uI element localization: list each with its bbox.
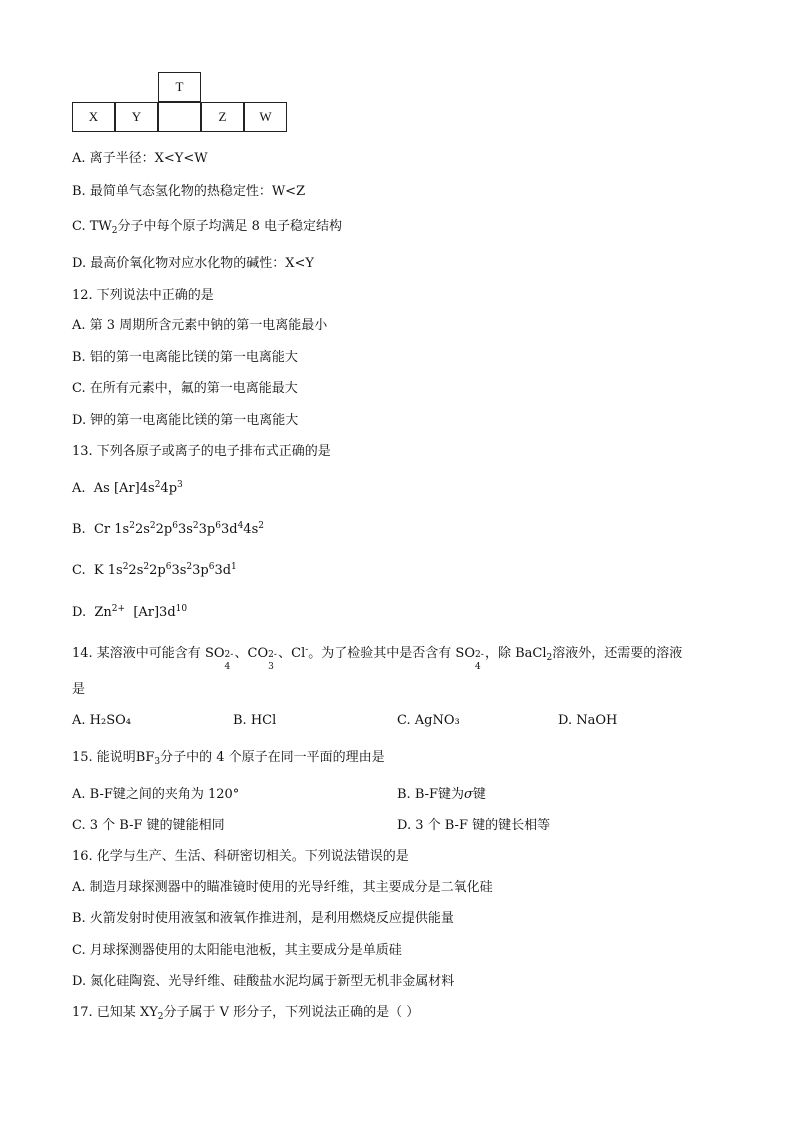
q12-stem: 12. 下列说法中正确的是 — [72, 288, 214, 303]
q13-option-d: D. $Zn^{2+}$ $[Ar]3d^{10}$ — [72, 604, 188, 620]
q14-option-d: D. NaOH — [558, 713, 618, 728]
q14-option-b: B. HCl — [233, 713, 277, 728]
q11-option-d: D. 最高价氧化物对应水化物的碱性：X<Y — [72, 256, 314, 271]
q12-option-a: A. 第 3 周期所含元素中钠的第一电离能最小 — [72, 318, 328, 333]
cell-x: X — [72, 102, 115, 132]
q14-stem-line2: 是 — [72, 682, 86, 697]
q15-option-a: A. B-F键之间的夹角为 120° — [72, 787, 240, 802]
q11-option-a: A. 离子半径：X<Y<W — [72, 151, 208, 166]
q15-option-d: D. 3 个 B-F 键的键长相等 — [397, 818, 551, 833]
cell-y: Y — [115, 102, 158, 132]
q15-option-b: B. B-F键为σ键 — [397, 787, 486, 802]
q16-option-a: A. 制造月球探测器中的瞄准镜时使用的光导纤维，其主要成分是二氧化硅 — [72, 880, 493, 895]
q16-option-c: C. 月球探测器使用的太阳能电池板，其主要成分是单质硅 — [72, 943, 402, 958]
q12-option-b: B. 铝的第一电离能比镁的第一电离能大 — [72, 350, 298, 365]
q17-stem: 17. 已知某 $XY_2$分子属于 V 形分子，下列说法正确的是（ ） — [72, 1005, 420, 1022]
cell-empty — [158, 102, 201, 132]
q11-option-c: C. $TW_2$分子中每个原子均满足 8 电子稳定结构 — [72, 219, 343, 236]
q13-option-b: B. Cr $1s^22s^22p^63s^23p^63d^44s^2$ — [72, 521, 264, 537]
q16-option-d: D. 氮化硅陶瓷、光导纤维、硅酸盐水泥均属于新型无机非金属材料 — [72, 974, 455, 989]
q13-option-a: A. As $[Ar]4s^24p^3$ — [72, 480, 183, 496]
q16-option-b: B. 火箭发射时使用液氢和液氧作推进剂，是利用燃烧反应提供能量 — [72, 911, 454, 926]
q14-stem: 14. 某溶液中可能含有 SO 2- 4 、CO 2- 3 、Cl-。为了检验其中是否含有 SO 2- 4 ，除 BaCl$_2$溶液外，还需要的溶液 — [72, 645, 683, 672]
q14-option-a: A. H₂SO₄ — [72, 713, 131, 728]
q15-option-c: C. 3 个 B-F 键的键能相同 — [72, 818, 225, 833]
cell-z: Z — [201, 102, 244, 132]
cell-t: T — [158, 72, 201, 102]
q12-option-d: D. 钾的第一电离能比镁的第一电离能大 — [72, 413, 299, 428]
q15-stem: 15. 能说明$BF_3$分子中的 4 个原子在同一平面的理由是 — [72, 750, 385, 767]
q13-option-c: C. K $1s^22s^22p^63s^23p^63d^1$ — [72, 562, 237, 578]
q11-option-b: B. 最简单气态氢化物的热稳定性：W<Z — [72, 184, 306, 199]
cell-w: W — [244, 102, 287, 132]
q14-option-c: C. AgNO₃ — [397, 713, 460, 728]
q16-stem: 16. 化学与生产、生活、科研密切相关。下列说法错误的是 — [72, 849, 409, 864]
q13-stem: 13. 下列各原子或离子的电子排布式正确的是 — [72, 444, 331, 459]
q12-option-c: C. 在所有元素中，氟的第一电离能最大 — [72, 381, 298, 396]
